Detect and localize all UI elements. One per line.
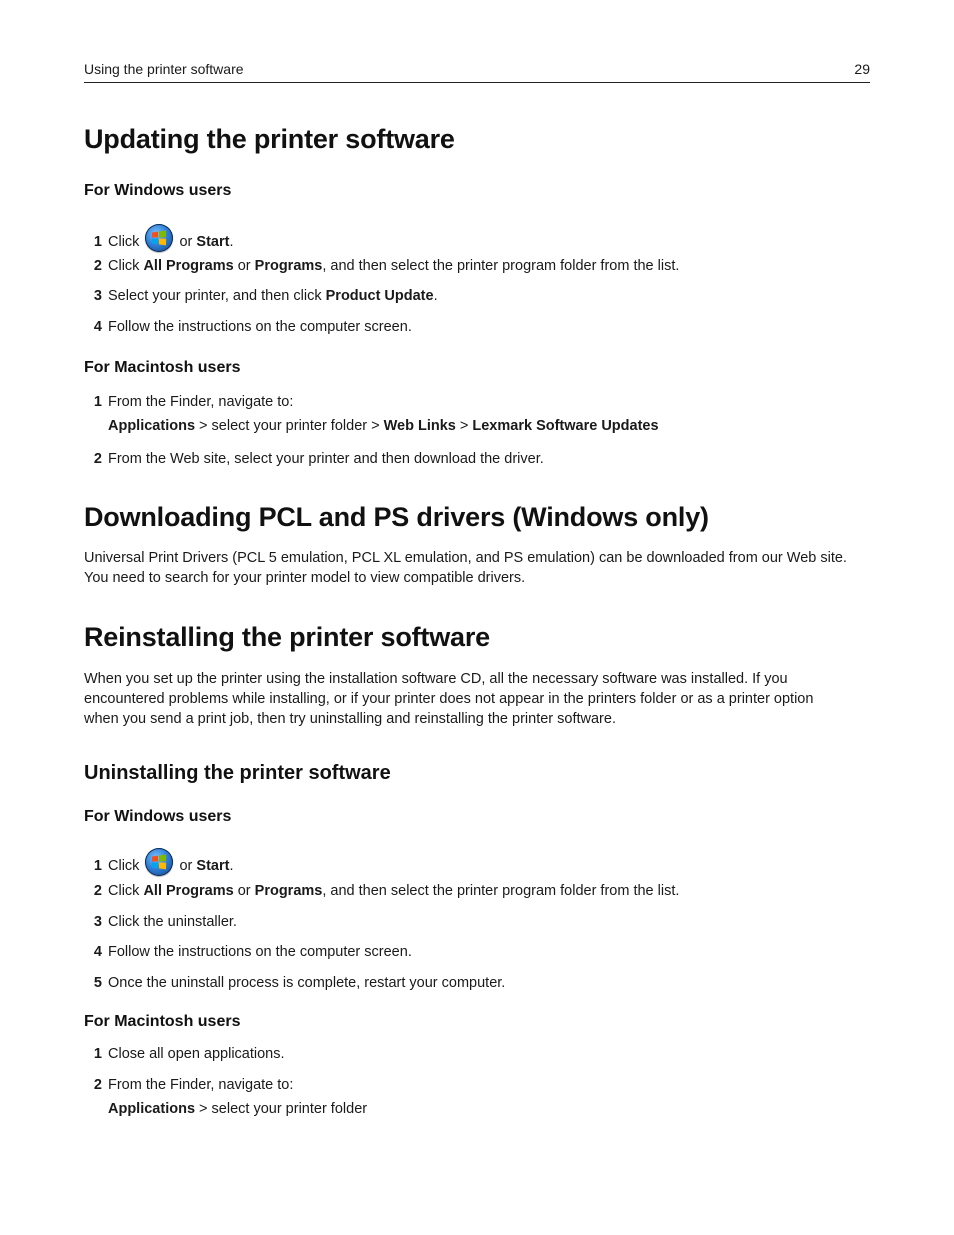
navigation-path: Applications > select your printer folder > Web Links > Lexmark Software Updates <box>108 418 659 434</box>
paragraph: When you set up the printer using the installation software CD, all the necessary software was installed. If you encountered problems while installing, or if your printer does not appear in the printers folder or as a printer option when you send a print job, then try uninstalling and reinstalling the printer software. <box>84 671 814 727</box>
windows-start-orb-icon <box>145 848 173 876</box>
section-title-updating: Updating the printer software <box>84 124 455 154</box>
list-item: 3 Select your printer, and then click Product Update. <box>93 288 438 304</box>
paragraph: Universal Print Drivers (PCL 5 emulation, PCL XL emulation, and PS emulation) can be downloaded from our Web site. You need to search for your printer model to view compatible drivers. <box>84 550 847 586</box>
subheading-windows-users: For Windows users <box>84 182 232 199</box>
subheading-macintosh-users: For Macintosh users <box>84 1013 241 1030</box>
subsection-title-uninstalling: Uninstalling the printer software <box>84 762 391 784</box>
page-number: 29 <box>854 61 870 77</box>
list-item: 4 Follow the instructions on the computer screen. <box>93 944 412 960</box>
list-item: 1 Click or Start. <box>84 224 233 252</box>
list-item: 1 Close all open applications. <box>93 1046 285 1062</box>
list-item: 2 Click All Programs or Programs, and then select the printer program folder from the list. <box>93 258 680 274</box>
running-header <box>84 60 870 83</box>
list-item: 3 Click the uninstaller. <box>93 914 237 930</box>
list-item: 4 Follow the instructions on the computer screen. <box>93 319 412 335</box>
list-item: 1 From the Finder, navigate to: <box>93 394 294 410</box>
section-title-downloading: Downloading PCL and PS drivers (Windows only) <box>84 502 709 532</box>
subheading-windows-users: For Windows users <box>84 808 232 825</box>
section-title-reinstalling: Reinstalling the printer software <box>84 622 490 652</box>
list-item: 1 Click or Start. <box>84 848 233 876</box>
running-title: Using the printer software <box>84 61 244 77</box>
windows-start-orb-icon <box>145 224 173 252</box>
list-item: 2 Click All Programs or Programs, and then select the printer program folder from the list. <box>93 883 680 899</box>
subheading-macintosh-users: For Macintosh users <box>84 359 241 376</box>
list-item: 5 Once the uninstall process is complete, restart your computer. <box>93 975 506 991</box>
list-item: 2 From the Finder, navigate to: <box>93 1077 294 1093</box>
navigation-path: Applications > select your printer folder <box>108 1101 368 1117</box>
list-item: 2 From the Web site, select your printer and then download the driver. <box>93 451 544 467</box>
